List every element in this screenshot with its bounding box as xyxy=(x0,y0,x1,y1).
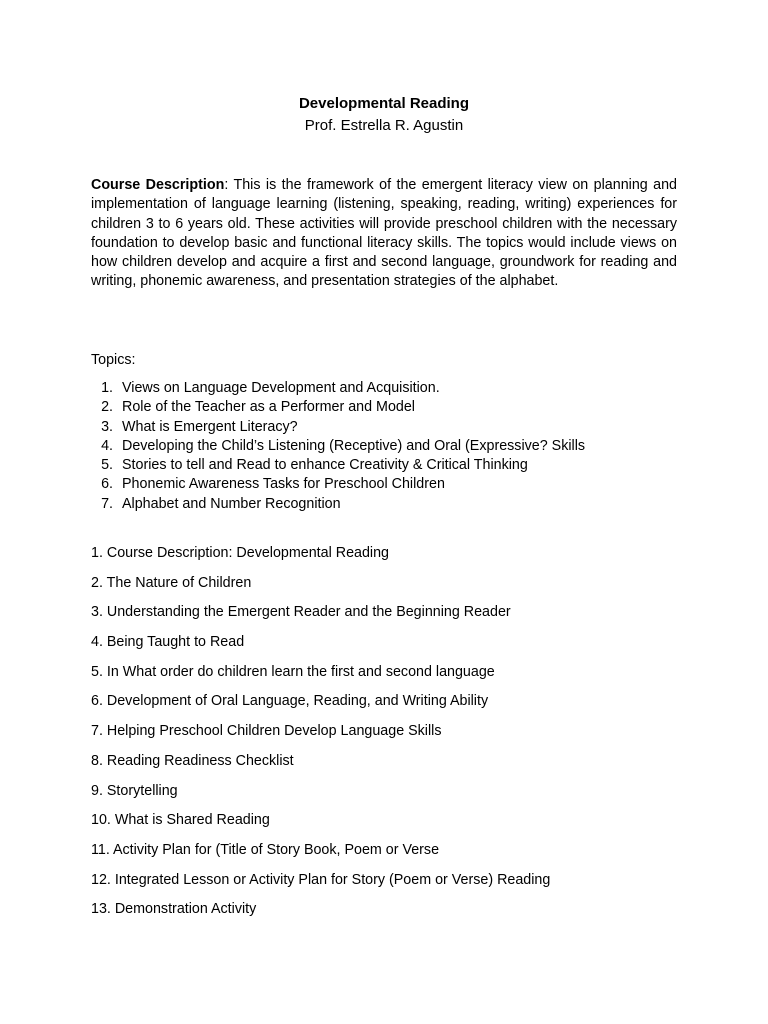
topic-item xyxy=(91,456,585,475)
outline-item: 12. Integrated Lesson or Activity Plan for Story (Poem or Verse) Reading xyxy=(91,871,551,888)
topic-item xyxy=(91,379,585,398)
document-title: Developmental Reading xyxy=(298,95,470,112)
outline-item: 3. Understanding the Emergent Reader and the Beginning Reader xyxy=(91,604,511,621)
outline-item: 11. Activity Plan for (Title of Story Book, Poem or Verse xyxy=(91,841,440,858)
topic-text: Stories to tell and Read to enhance Creativity & Critical Thinking xyxy=(122,457,528,474)
course-description-label: Course Description xyxy=(91,177,225,193)
outline-item: 2. The Nature of Children xyxy=(91,574,252,591)
topic-number: 1. xyxy=(101,380,113,396)
topics-list xyxy=(91,379,585,514)
outline-item: 4. Being Taught to Read xyxy=(91,634,245,651)
topic-item xyxy=(91,437,585,456)
topic-item xyxy=(91,495,585,514)
topic-item xyxy=(91,475,585,494)
outline-item: 6. Development of Oral Language, Reading, and Writing Ability xyxy=(91,693,489,710)
topic-item xyxy=(91,418,585,437)
topic-number: 5. xyxy=(101,457,113,474)
topic-text: Developing the Child’s Listening (Receptive) and Oral (Expressive? Skills xyxy=(122,437,586,454)
topic-number: 2. xyxy=(101,399,113,416)
topic-text: Role of the Teacher as a Performer and Model xyxy=(122,399,415,416)
topics-label: Topics: xyxy=(91,352,136,368)
outline-item: 8. Reading Readiness Checklist xyxy=(91,752,294,769)
outline-item: 5. In What order do children learn the first and second language xyxy=(91,663,495,680)
topic-text: What is Emergent Literacy? xyxy=(122,418,298,435)
course-description xyxy=(91,176,677,292)
outline-item: 1. Course Description: Developmental Reading xyxy=(91,545,390,561)
outline-item: 9. Storytelling xyxy=(91,782,178,799)
outline-item: 7. Helping Preschool Children Develop Language Skills xyxy=(91,723,442,740)
topic-number: 7. xyxy=(101,495,113,512)
outline-item: 10. What is Shared Reading xyxy=(91,812,270,829)
document-author: Prof. Estrella R. Agustin xyxy=(304,117,464,134)
course-outline-list xyxy=(91,543,550,929)
outline-item: 13. Demonstration Activity xyxy=(91,901,257,918)
topic-number: 6. xyxy=(101,476,113,493)
topic-text: Alphabet and Number Recognition xyxy=(122,495,341,512)
topic-number: 3. xyxy=(101,418,113,435)
topic-text: Views on Language Development and Acquisition. xyxy=(122,380,440,396)
course-description-text: : This is the framework of the emergent literacy view on planning and implementation of language learning (listening, speaking, reading, writing) experiences for children 3 to 6 years old. These activities will provide preschool children with the necessary foundation to develop basic and functional literacy skills. The topics would include views on how children develop and acquire a first and second language, groundwork for reading and writing, phonemic awareness, and presentation strategies of the alphabet. xyxy=(91,177,677,290)
topic-number: 4. xyxy=(101,437,113,454)
topic-text: Phonemic Awareness Tasks for Preschool Children xyxy=(122,476,445,493)
topic-item xyxy=(91,398,585,417)
